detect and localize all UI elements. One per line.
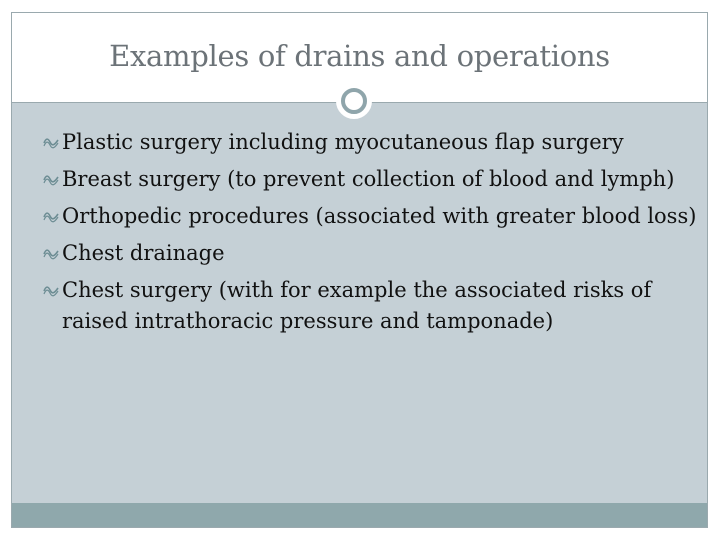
bullet-text: Chest surgery (with for example the associated risks of raised intrathoracic pressure and tamponade) <box>62 278 652 333</box>
bullet-text: Breast surgery (to prevent collection of blood and lymph) <box>62 167 675 191</box>
bullet-item <box>42 275 697 337</box>
bullet-item <box>42 127 697 158</box>
bullet-list <box>42 127 697 343</box>
bullet-text: Chest drainage <box>62 241 225 265</box>
bullet-text: Plastic surgery including myocutaneous flap surgery <box>62 130 624 154</box>
wave-bullet-icon <box>43 171 59 187</box>
wave-bullet-icon <box>43 208 59 224</box>
wave-bullet-icon <box>43 282 59 298</box>
wave-bullet-icon <box>43 134 59 150</box>
wave-bullet-icon <box>43 245 59 261</box>
title-divider-circle-icon <box>336 83 372 119</box>
circle-ring-icon <box>341 88 367 114</box>
bullet-item <box>42 238 697 269</box>
bullet-item <box>42 164 697 195</box>
slide <box>11 12 708 528</box>
bullet-text: Orthopedic procedures (associated with greater blood loss) <box>62 204 697 228</box>
bullet-item <box>42 201 697 232</box>
footer-band <box>12 503 707 527</box>
slide-title: Examples of drains and operations <box>109 39 610 73</box>
